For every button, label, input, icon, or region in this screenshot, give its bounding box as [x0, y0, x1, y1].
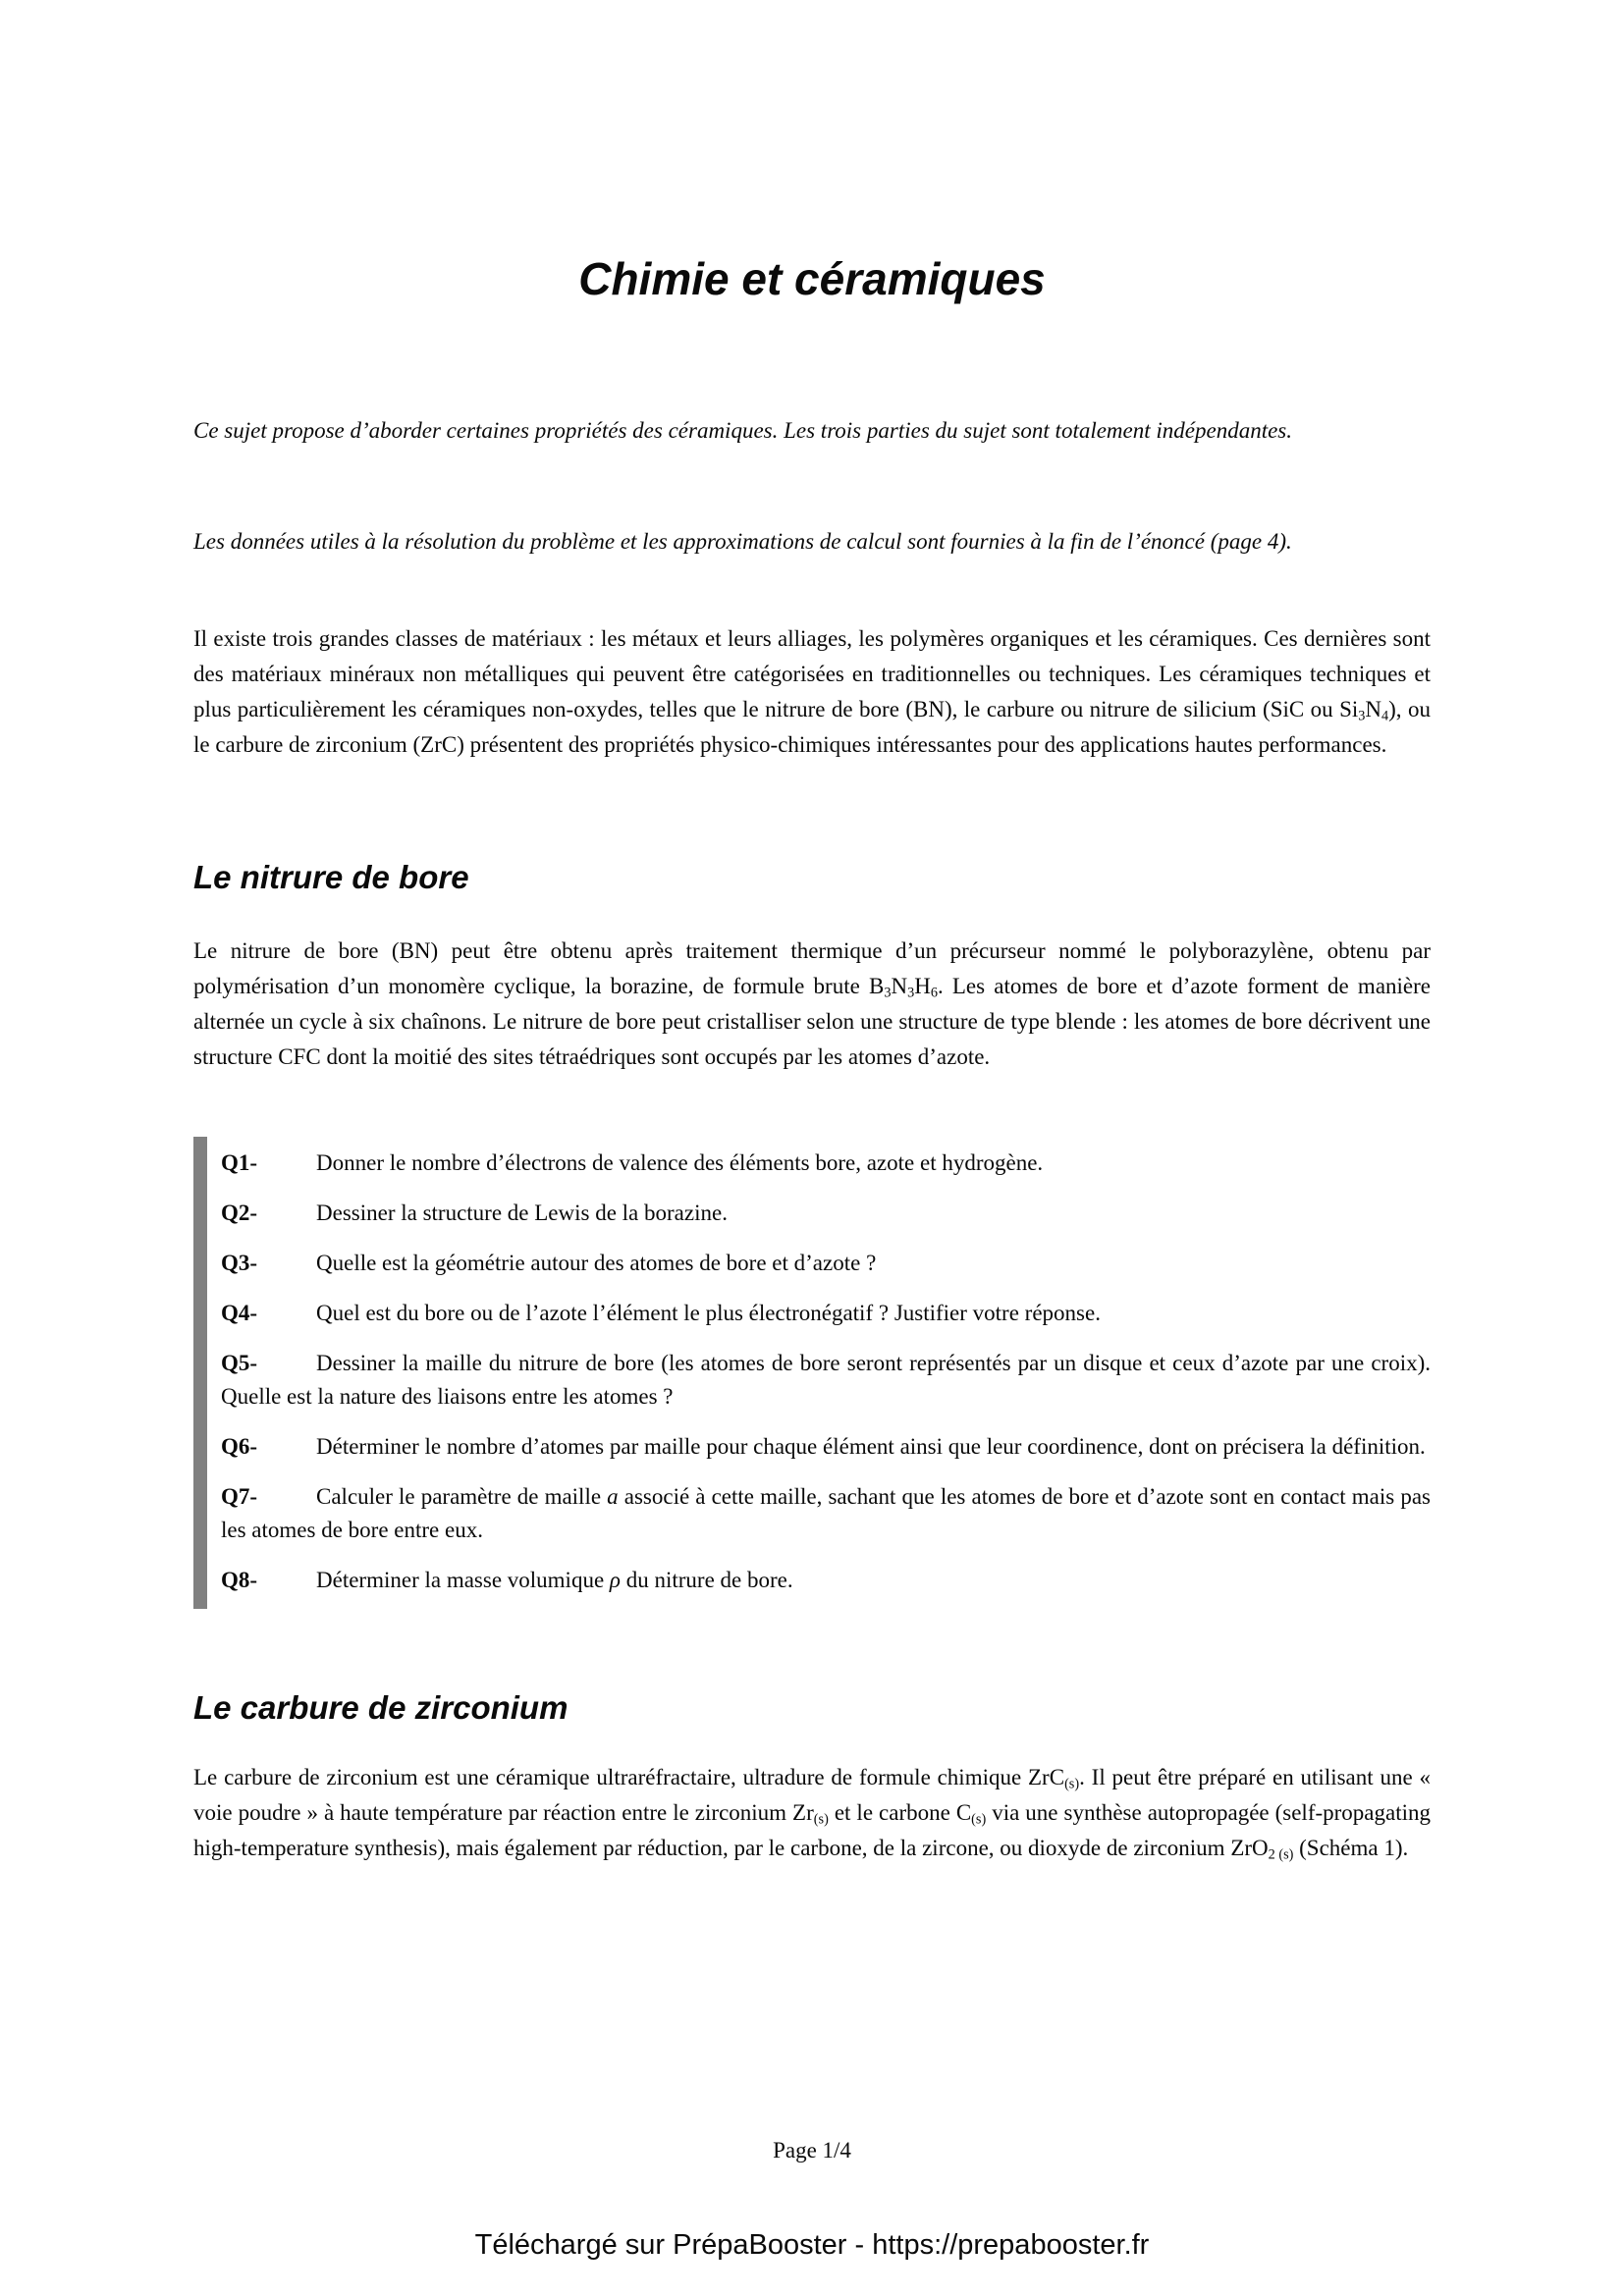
question-text: Déterminer la masse volumique ρ du nitrure de bore.	[316, 1568, 793, 1592]
question-label: Q6-	[221, 1434, 258, 1459]
question-q2	[221, 1197, 1431, 1230]
download-attribution: Téléchargé sur PrépaBooster - https://prepabooster.fr	[474, 2229, 1150, 2261]
question-q8	[221, 1564, 1431, 1597]
question-q1	[221, 1147, 1431, 1180]
question-block	[193, 1137, 1431, 1609]
question-text: Dessiner la structure de Lewis de la borazine.	[316, 1201, 728, 1225]
question-label: Q5-	[221, 1351, 258, 1375]
question-label: Q3-	[221, 1251, 258, 1275]
question-text: Déterminer le nombre d’atomes par maille pour chaque élément ainsi que leur coordinence, dont on précisera la définition.	[316, 1434, 1426, 1459]
zirconium-carbide-paragraph: Le carbure de zirconium est une céramique ultraréfractaire, ultradure de formule chimique ZrC$_{(s)}$. Il peut être préparé en utilisant une « voie poudre » à haute température par réaction entre le zirconium $Zr_{(s)}$ et le carbone $C_{(s)}$ via une synthèse autopropagée (self-propagating high-temperature synthesis), mais également par réduction, par le carbone, de la zircone, ou dioxyde de zirconium ZrO$_{2 (s)}$ (Schéma 1).	[193, 1765, 1432, 1863]
materials-overview-paragraph: Il existe trois grandes classes de matériaux : les métaux et leurs alliages, les polymères organiques et les céramiques. Ces dernières sont des matériaux minéraux non métalliques qui peuvent être catégorisées en traditionnelles ou techniques. Les céramiques techniques et plus particulièrement les céramiques non-oxydes, telles que le nitrure de bore (BN), le carbure ou nitrure de silicium (SiC ou $Si_3N_4$), ou le carbure de zirconium (ZrC) présentent des propriétés physico-chimiques intéressantes pour des applications hautes performances.	[193, 626, 1431, 757]
question-q6	[221, 1430, 1431, 1464]
question-label: Q2-	[221, 1201, 258, 1225]
intro-note-data-location: Les données utiles à la résolution du problème et les approximations de calcul sont fournies à la fin de l’énoncé (page 4).	[193, 529, 1292, 554]
question-label: Q1-	[221, 1150, 258, 1175]
question-text: Dessiner la maille du nitrure de bore (les atomes de bore seront représentés par un disque et ceux d’azote par une croix). Quelle est la nature des liaisons entre les atomes ?	[221, 1351, 1431, 1409]
question-text: Quel est du bore ou de l’azote l’élément le plus électronégatif ? Justifier votre réponse.	[316, 1301, 1101, 1325]
question-label: Q8-	[221, 1568, 258, 1592]
intro-note-independence: Ce sujet propose d’aborder certaines propriétés des céramiques. Les trois parties du sujet sont totalement indépendantes.	[193, 418, 1292, 443]
question-label: Q4-	[221, 1301, 258, 1325]
question-text: Calculer le paramètre de maille a associé à cette maille, sachant que les atomes de bore et d’azote sont en contact mais pas les atomes de bore entre eux.	[221, 1484, 1431, 1542]
question-q7	[221, 1480, 1431, 1547]
page-number: Page 1/4	[773, 2138, 851, 2163]
boron-nitride-paragraph: Le nitrure de bore (BN) peut être obtenu après traitement thermique d’un précurseur nommé le polyborazylène, obtenu par polymérisation d’un monomère cyclique, la borazine, de formule brute $B_3N_3H_6$. Les atomes de bore et d’azote forment de manière alternée un cycle à six chaînons. Le nitrure de bore peut cristalliser selon une structure de type blende : les atomes de bore décrivent une structure CFC dont la moitié des sites tétraédriques sont occupés par les atomes d’azote.	[193, 938, 1431, 1069]
question-text: Quelle est la géométrie autour des atomes de bore et d’azote ?	[316, 1251, 877, 1275]
page-title: Chimie et céramiques	[578, 253, 1046, 304]
question-text: Donner le nombre d’électrons de valence des éléments bore, azote et hydrogène.	[316, 1150, 1044, 1175]
question-q4	[221, 1297, 1431, 1330]
section-heading-nitrure-de-bore: Le nitrure de bore	[193, 859, 469, 895]
question-label: Q7-	[221, 1484, 258, 1509]
question-q5	[221, 1347, 1431, 1414]
section-heading-carbure-de-zirconium: Le carbure de zirconium	[193, 1689, 568, 1726]
question-q3	[221, 1247, 1431, 1280]
